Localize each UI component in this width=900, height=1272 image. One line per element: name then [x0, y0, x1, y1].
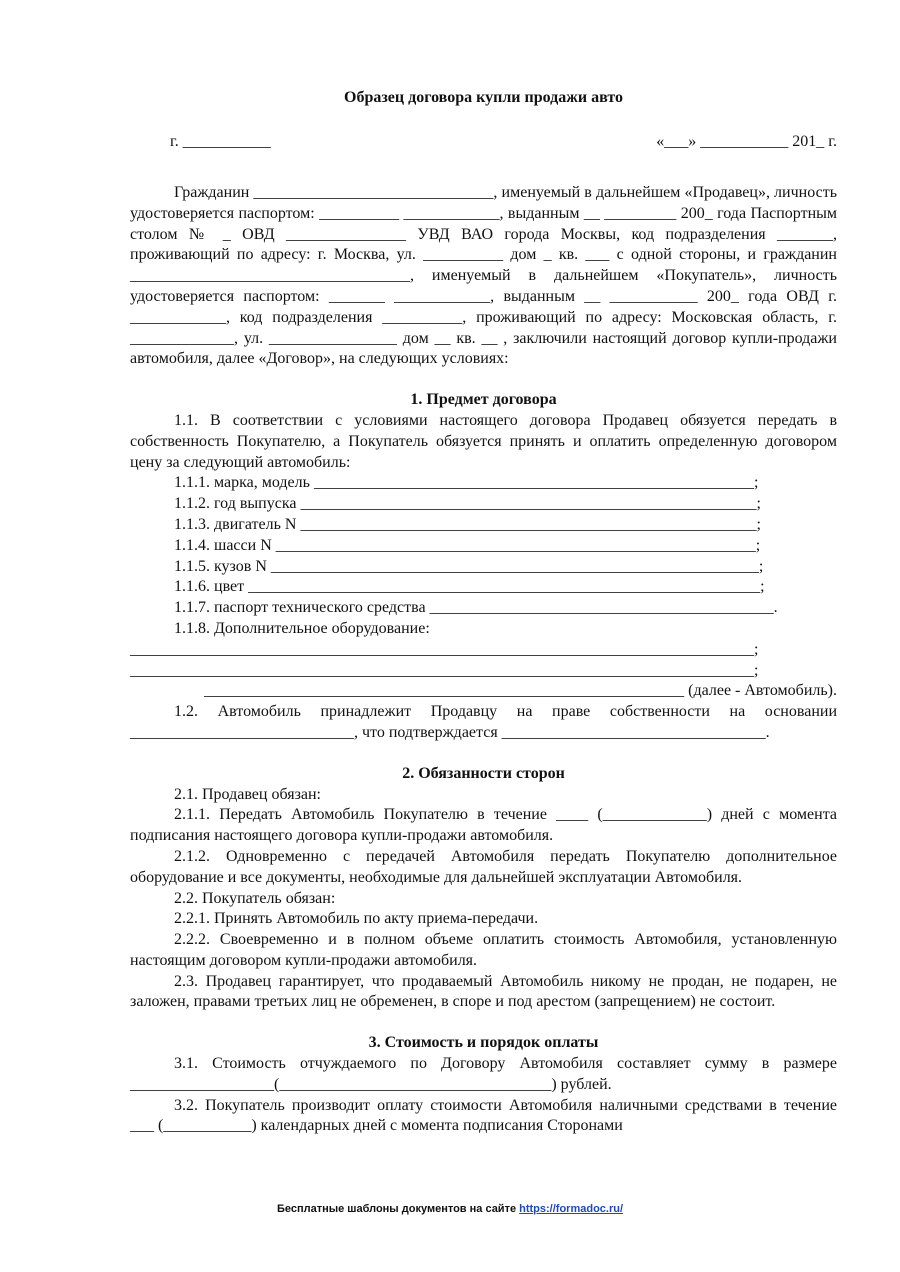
date-row [130, 132, 837, 153]
page-footer [0, 1203, 900, 1215]
clause-1-1-6: 1.1.6. цвет ________________________________________________________________; [174, 578, 765, 596]
clause-1-1-1: 1.1.1. марка, модель _______________________________________________________; [174, 474, 759, 492]
clause-2-2-1: 2.2.1. Принять Автомобиль по акту приема-передачи. [174, 910, 539, 928]
footer-text: Бесплатные шаблоны документов на сайте [276, 1203, 520, 1215]
clause-1-1: 1.1. В соответствии с условиями настоящего договора Продавец обязуется передать в собственность Покупателю, а Покупатель обязуется принять и оплатить определенную договором цену за следующий автомобиль: [130, 411, 837, 471]
clause-2-3: 2.3. Продавец гарантирует, что продаваемый Автомобиль никому не продан, не подарен, не заложен, правами третьих лиц не обременен, в споре и под арестом (запрещением) не состоит. [130, 972, 837, 1011]
clause-2-2: 2.2. Покупатель обязан: [174, 889, 336, 907]
clause-1-1-3: 1.1.3. двигатель N _________________________________________________________; [174, 515, 761, 533]
preamble-text: Гражданин ______________________________, именуемый в дальнейшем «Продавец», личность удостоверяется паспортом: __________ ____________, выданным __ _________ 200_ года Паспортным столом № _ ОВД _______________ УВД ВАО города Москвы, код подразделения _______, проживающий по адресу: г. Москва, ул. __________ дом _ кв. ___ с одной стороны, и гражданин ___________________________________, именуемый в дальнейшем «Покупатель», личность удостоверяется паспортом: _______ ____________, выданным __ ___________ 200_ года ОВД г. ____________, код подразделения __________, проживающий по адресу: Московская область, г. _____________, ул. ________________ дом __ кв. __ , заключили настоящий договор купли-продажи автомобиля, далее «Договор», на следующих условиях: [130, 184, 837, 368]
document-title: Образец договора купли продажи авто [344, 89, 623, 106]
clause-3-2: 3.2. Покупатель производит оплату стоимости Автомобиля наличными средствами в течение ___ (___________) календарных дней с момента подписания Сторонами [130, 1096, 837, 1135]
blank-line-2: ______________________________________________________________________________; [130, 661, 759, 679]
section-1-heading: 1. Предмет договора [410, 391, 557, 409]
clause-2-2-2: 2.2.2. Своевременно и в полном объеме оплатить стоимость Автомобиля, установленную настоящим договором купли-продажи автомобиля. [130, 931, 837, 969]
clause-1-2: 1.2. Автомобиль принадлежит Продавцу на праве собственности на основании ____________________________, что подтверждается _________________________________. [130, 703, 837, 741]
city-field: г. ___________ [170, 133, 271, 150]
footer-link[interactable]: https://formadoc.ru/ [519, 1203, 624, 1215]
clause-1-1-5: 1.1.5. кузов N _____________________________________________________________; [174, 557, 764, 575]
clause-1-1-2: 1.1.2. год выпуска _________________________________________________________; [174, 495, 761, 513]
clause-2-1: 2.1. Продавец обязан: [174, 785, 321, 803]
date-field: «___» ___________ 201_ г. [656, 133, 837, 150]
blank-line-3: ____________________________________________________________ (далее - Автомобиль). [204, 682, 837, 700]
clause-1-1-4: 1.1.4. шасси N ____________________________________________________________; [174, 536, 761, 554]
clause-2-1-2: 2.1.2. Одновременно с передачей Автомобиля передать Покупателю дополнительное оборудование и все документы, необходимые для дальнейшей эксплуатации Автомобиля. [130, 847, 837, 886]
document-page [130, 88, 837, 1137]
clause-2-1-1: 2.1.1. Передать Автомобиль Покупателю в течение ____ (_____________) дней с момента подписания настоящего договора купли-продажи автомобиля. [130, 806, 837, 845]
clause-1-1-7: 1.1.7. паспорт технического средства ___________________________________________. [174, 599, 778, 617]
clause-3-1: 3.1. Стоимость отчуждаемого по Договору Автомобиля составляет сумму в размере __________________(__________________________________) рублей. [130, 1055, 837, 1093]
section-2-heading: 2. Обязанности сторон [402, 764, 565, 782]
clause-1-1-8: 1.1.8. Дополнительное оборудование: [174, 619, 430, 637]
section-3-heading: 3. Стоимость и порядок оплаты [368, 1034, 599, 1052]
blank-line-1: ______________________________________________________________________________; [130, 640, 759, 658]
preamble [130, 183, 837, 370]
